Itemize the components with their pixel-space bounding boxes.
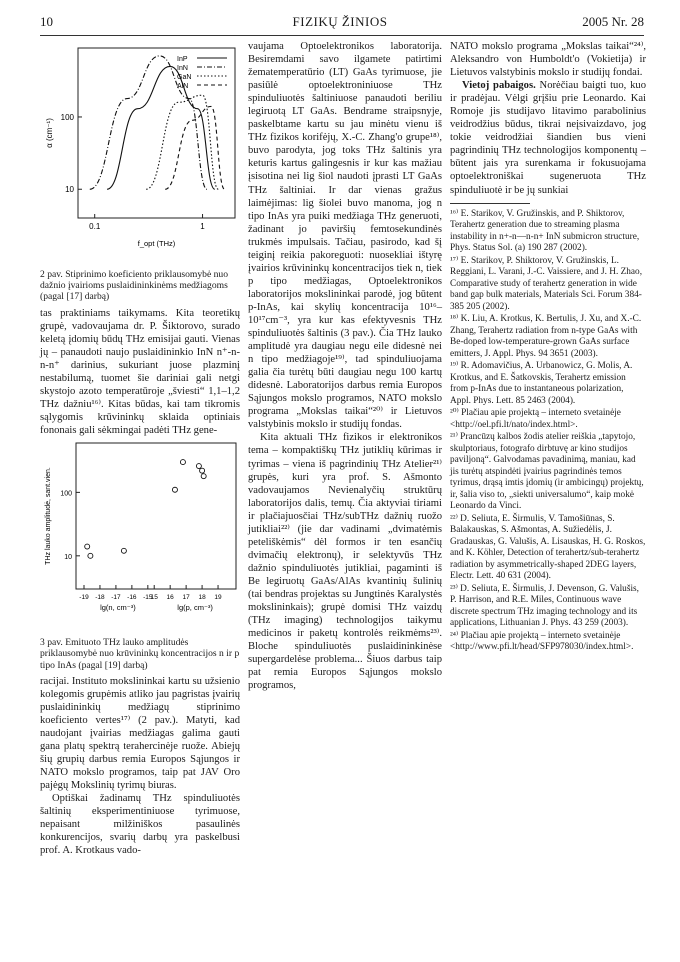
footnote-20: ²⁰⁾ Plačiau apie projektą – interneto svetainėje <http://oel.pfi.lt/nato/index.html>. xyxy=(450,408,621,430)
col2-paragraph-2: Kita aktuali THz fizikos ir elektronikos tema – kompaktiškų THz jutiklių kūrimas ir tyrimas – viena iš pagrindinių THz Atelier²¹⁾ grupės, kuri yra prof. S. Ašmonto vadovaujamos Nevienalyčių struktūrų laboratorijos dalis, temų. Čia aktyviai tiriami ir plačiajuosčiai THz/subTHz dažnių ruožo jutikliai²²⁾ (jie dar vadinami „dvimatėmis peteliškėmis“ dėl formos ir ten esančių dvimačių elektronų), ir selektyvūs THz dažnio spinduliuotės jutikliai, pagaminti iš Be legiruotų GaAs/AlAs kvantinių šulinių (tai bendras projektas su Jungtinės Karalystės mokslininkais); grupė domisi THz vaizdų (THz imaging) technologijos taikymu medicinos ir paketų kontrolės reikmėms²³⁾. Bloche spinduliuotės puslaidininkinėse supergardelėse problema... Šiuos darbus taip pat remia Europos Sąjungos mokslo programos, xyxy=(248,432,442,692)
x-tick-label: 0.1 xyxy=(89,222,101,231)
col2-paragraph-1: vaujama Optoelektronikos laboratorija. Besiremdami savo ilgamete patirtimi žematemperatūrio (LT) GaAs tyrimuose, jie pasiūlė optoelektroniniuose THz spinduliuotės šaltiniuose panaudoti beriliu legiruotą LT GaAs. Bendrame straipsnyje, paskelbtame kartu su jau minėtu vienu iš THz fizikos korifėjų, X.-C. Zhang'o grupe¹⁸⁾, buvo parodyta, jog toks THz šaltinis yra keturis kartus galingesnis ir kur kas mažiau įsisotina nei lig šiol naudoti įprasti LT GaAs THz šaltiniai. Ir dar vienas gražus laimėjimas: lig šiolei buvo manoma, jog n tipo InAs yra puiki medžiaga THz generuoti, žadinant jo paviršių femtosekundinės trukmės impulsais. Tačiau, pasirodo, kad šį teiginį reikia pakoreguoti: nuosekliai ištyrę įvairios krūvininkų koncentracijos tiek n, tiek p tipo medžiagas, Optoelektronikos laboratorijos mokslininkai parodė, jog būtent p-InAs, kai skylių koncentracija 10¹⁶–10¹⁷cm⁻³, yra kur kas efektyvesnis THz spinduliuotės šaltinis (3 pav.). Čia THz lauko amplitudė yra daugiau negu eile didesnė nei n tipo medžiagoje¹⁹⁾, tad spinduliuojama galia čia turėtų būti daugiau negu 100 kartų didesnė. Laboratorijos darbus remia Europos Sąjungos mokslo programos, NATO mokslo programa „Mokslas taikai“²⁰⁾ ir Lietuvos valstybinis mokslo ir studijų fondas. xyxy=(248,41,442,431)
series-line-gan xyxy=(146,95,218,189)
legend-label-inn: InN xyxy=(177,65,188,72)
col1-paragraph-1: tas praktiniams taikymams. Kita teoretikų grupė, vadovaujama dr. P. Šiktorovo, surado keletą įdomių būdų THz emisijai gauti. Vienas jų – panaudoti naujo puslaidininkio InN n⁺-n-n-n⁺ darinius, sukuriant juose plazminį nestabilumą, tuomet šie dariniai gali netgi skystojo azoto temperatūroje „šviesti“ 1,1–1,2 THz dažniu¹⁶⁾. Kitas būdas, kai tam tikromis sąlygomis krūvininkų sklaida optiniais fononais gali sėkmingai padėti THz gene- xyxy=(40,307,240,437)
data-point-p xyxy=(172,487,177,492)
x-tick-label: -15 xyxy=(143,594,153,602)
footnote-16: ¹⁶⁾ E. Starikov, V. Gružinskis, and P. Shiktorov, Terahertz generation due to streaming plasma instability in n+-n—n-n+ InN submicron structure, Phys. Status Sol. (a) 190 287 (2002). xyxy=(450,208,640,254)
footnote-rule xyxy=(450,203,530,204)
y-tick-label: 10 xyxy=(64,553,72,561)
header-rule xyxy=(40,35,644,36)
data-point-p xyxy=(201,474,206,479)
legend-label-gan: GaN xyxy=(177,74,192,81)
series-line-aln xyxy=(165,106,224,189)
journal-title: FIZIKŲ ŽINIOS xyxy=(292,14,388,29)
col1-paragraph-2: racijai. Instituto mokslininkai kartu su užsienio kolegomis grupėmis atliko jau pagristas įvairių puslaidininkių medžiagų stiprinimo koeficiento vertes¹⁷⁾ (2 pav.). Matyti, kad naudojant įvairias medžiagas galima gauti gana platų spektrą terahercinėje ruože. Abiejų šių grupių darbus remia Europos Sąjungos ir NATO mokslo programos, taip pat JAV Oro pajėgų Mokslinių tyrimų biuras. xyxy=(40,675,240,792)
column-2 xyxy=(248,40,442,692)
x-tick-label: -17 xyxy=(111,594,121,602)
y-tick-label: 10 xyxy=(65,185,74,195)
footnote-19: ¹⁹⁾ R. Adomavičius, A. Urbanowicz, G. Molis, A. Krotkus, and E. Šatkovskis, Terahertz emission from p-InAs due to instantaneous polarization, Appl. Phys. Lett. 85 2463 (2004). xyxy=(450,361,633,406)
x-tick-label: -19 xyxy=(79,594,89,602)
data-point-n xyxy=(85,544,90,549)
x-tick-label: -18 xyxy=(95,594,105,602)
footnote-21: ²¹⁾ Prancūzų kalbos žodis atelier reiškia „tapytojo, skulptoriaus, fotografo dirbtuvę ar kino studijos paviljoną“. Galvodamas pavadinimą, maniau, kad jis turėtų atspindėti įvairius pagrindinės temos tyrimus, drąsą imtis įdomių (ir ambicingų) projektų, ir, šalia viso to, „siekti universalumo“, kaip mokė Leonardo da Vinci. xyxy=(450,432,644,512)
col3-paragraph-1: NATO mokslo programa „Mokslas taikai“²⁴⁾, Aleksandro von Humboldt'o (Vokietija) ir Lietuvos valstybinis mokslo ir studijų fondai. xyxy=(450,41,646,79)
footnote-24: ²⁴⁾ Plačiau apie projektą – interneto svetainėje <http://www.pfi.lt/head/SFP978030/index.html>. xyxy=(450,630,634,653)
y-axis-label: THz lauko amplitudė, sant.vien. xyxy=(45,467,52,565)
issue-label: 2005 Nr. 28 xyxy=(582,14,644,29)
column-1 xyxy=(40,40,240,857)
page-number: 10 xyxy=(40,14,53,29)
col3-paragraph-2 xyxy=(450,79,646,196)
legend-label-inp: InP xyxy=(177,56,188,63)
data-point-n xyxy=(88,553,93,558)
legend-label-aln: AlN xyxy=(177,83,189,90)
plot-frame xyxy=(76,443,236,589)
x-tick-label: 16 xyxy=(166,594,174,602)
x-tick-label: 15 xyxy=(150,594,158,602)
footnote-22: ²²⁾ D. Seliuta, E. Širmulis, V. Tamošiūnas, S. Balakauskas, S. Ašmontas, A. Sužiedėlis, J. Gradauskas, G. Valušis, A. Lisauskas, H. G. Roskos, and K. Köhler, Detection of terahertz/sub-terahertz radiation by asymmetrically-shaped 2DEG layers, Electr. Lett. 40 631 (2004). xyxy=(450,513,646,582)
footnote-17: ¹⁷⁾ E. Starikov, P. Shiktorov, V. Gružinskis, L. Reggiani, L. Varani, J.-C. Vaissiere, and J. H. Zhao, Comparative study of terahertz generation in wide band gap bulk materials, Materials Sci. Forum 384-385 205 (2002). xyxy=(450,255,643,312)
col3-paragraph-2-text: Norėčiau baigti tuo, kuo ir pradėjau. Vėlgi grįšiu prie Leonardo. Kai Romoje jis studijavo litavimo parabolinius veidrodžius būdus, tikrai neįsivaizdavo, jog tokie veidrodžiai šiandien bus vieni pagrindinių THz technologijos komponentų – būtent jais yra surenkama ir fokusuojama optoelektroniškai sugeneruota THz spinduliuotė ir be jų sunkiai xyxy=(450,80,646,196)
fig2-caption: 2 pav. Stiprinimo koeficiento priklausomybė nuo dažnio įvairioms puslaidininkinėms medžiagoms (pagal [17] darbą) xyxy=(40,269,229,303)
col1-paragraph-3: Optiškai žadinamų THz spinduliuotės šaltinių eksperimentiniuose tyrimuose, nepaisant milžiniškos pasaulinės konkurencijos, svarių darbų yra paskelbusi prof. A. Krotkaus vado- xyxy=(40,793,240,857)
footnote-23: ²³⁾ D. Seliuta, E. Širmulis, J. Devenson, G. Valušis, P. Harrison, and R.E. Miles, Continuous wave discrete spectrum THz imaging technology and its applications, Lithuanian J. Phys. 43 259 (2003). xyxy=(450,583,639,629)
plot-frame xyxy=(78,48,235,218)
x-axis-label-p: lg(p, cm⁻³) xyxy=(177,603,213,613)
footnotes xyxy=(450,209,646,654)
x-tick-label: 19 xyxy=(214,594,222,602)
fig3-chart xyxy=(40,437,240,633)
section-heading: Vietoj pabaigos. xyxy=(462,80,536,92)
y-tick-label: 100 xyxy=(60,490,72,498)
fig3-caption: 3 pav. Emituoto THz lauko amplitudės priklausomybė nuo krūvininkų koncentracijos n ir p tipo InAs (pagal [19] darbą) xyxy=(40,637,240,671)
x-tick-label: -16 xyxy=(127,594,137,602)
column-3 xyxy=(450,40,646,655)
data-point-p xyxy=(196,464,201,469)
data-point-p xyxy=(180,460,185,465)
x-tick-label: 18 xyxy=(198,594,206,602)
x-axis-label-n: lg(n, cm⁻³) xyxy=(100,603,136,613)
x-tick-label: 1 xyxy=(200,222,205,231)
data-point-n xyxy=(121,548,126,553)
x-tick-label: 17 xyxy=(182,594,190,602)
y-axis-label: α (cm⁻¹) xyxy=(45,118,54,148)
x-axis-label: f_opt (THz) xyxy=(137,239,176,248)
page-header xyxy=(0,14,680,34)
data-point-p xyxy=(200,468,205,473)
y-tick-label: 100 xyxy=(60,112,74,122)
fig2-chart xyxy=(40,40,240,265)
footnote-18: ¹⁸⁾ K. Liu, A. Krotkus, K. Bertulis, J. Xu, and X.-C. Zhang, Terahertz radiation from n-type GaAs with Be-doped low-temperature-grown GaAs surface emitters, J. Appl. Phys. 94 3651 (2003). xyxy=(450,314,642,359)
